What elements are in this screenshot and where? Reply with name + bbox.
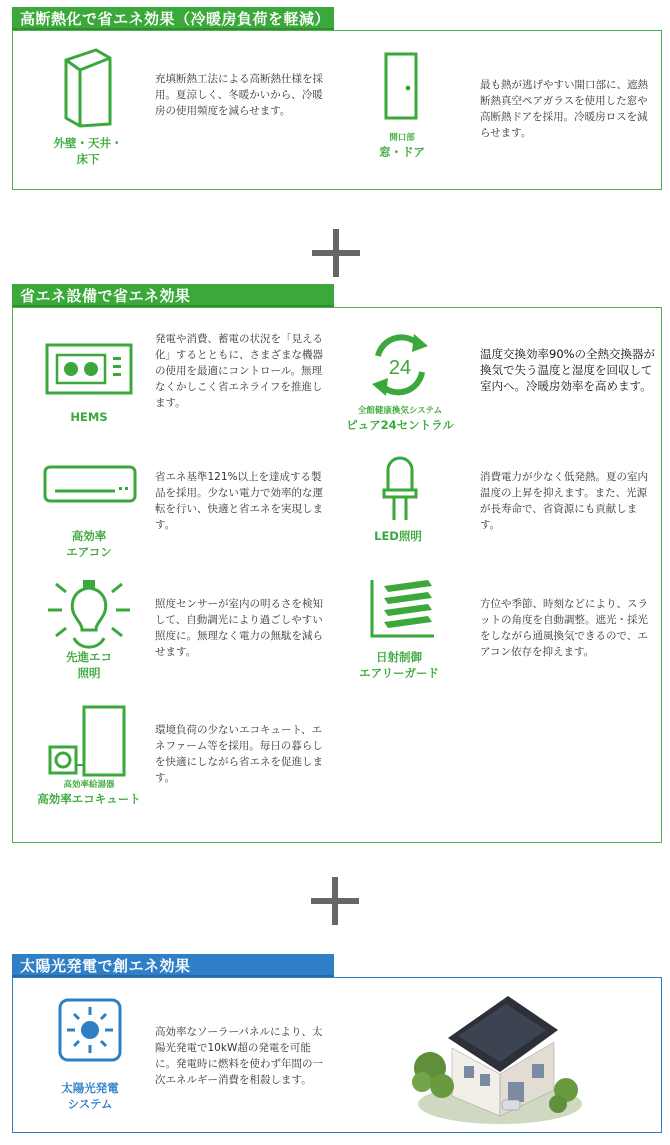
air-conditioner-desc: 省エネ基準121%以上を達成する製品を採用。少ない電力で効率的な運転を行い、快適と省エネを実現します。 xyxy=(155,471,323,531)
svg-text:24: 24 xyxy=(388,357,412,379)
louver-label: 日射制御 エアリーガード xyxy=(359,650,439,680)
hems-icon xyxy=(45,343,133,395)
plus-icon xyxy=(311,877,359,925)
ventilation-label: 全館健康換気システム ピュア24セントラル xyxy=(346,406,454,432)
hems-label: HEMS xyxy=(70,410,108,424)
louver-icon xyxy=(370,578,436,640)
wall-label: 外壁・天井・ 床下 xyxy=(53,136,123,166)
plus-icon xyxy=(312,229,360,277)
water-heater-desc: 環境負荷の少ないエコキュート、エネファーム等を採用。毎日の暮らしを快適にしながら省エネを促進します。 xyxy=(155,724,323,784)
eco-lighting-desc: 照度センサーが室内の明るさを検知して、自動調光により過ごしやすい照度に。無理なく電力の無駄を減らせます。 xyxy=(155,598,323,658)
water-heater-label: 高効率給湯器 高効率エコキュート xyxy=(37,780,141,806)
solar-label: 太陽光発電 システム xyxy=(61,1081,119,1111)
led-desc: 消費電力が少なく低発熱。夏の室内温度の上昇を抑えます。また、光源が長寿命で、省資源にも貢献します。 xyxy=(480,471,648,531)
louver-desc: 方位や季節、時刻などにより、スラットの角度を自動調整。遮光・採光をしながら通風換気できるので、エアコン依存を抑えます。 xyxy=(480,598,648,658)
light-bulb-icon xyxy=(44,578,134,648)
door-label: 開口部 窓・ドア xyxy=(379,133,425,159)
led-label: LED照明 xyxy=(374,529,422,543)
air-conditioner-label: 高効率 エアコン xyxy=(66,529,112,559)
eco-lighting-label: 先進エコ 照明 xyxy=(66,650,112,680)
ventilation-cycle-icon xyxy=(368,330,432,400)
ventilation-desc: 温度交換効率90%の全熱交換器が換気で失う温度と湿度を回収して室内へ。冷暖房効率を高めます。 xyxy=(480,347,656,393)
section3-title: 太陽光発電で創エネ効果 xyxy=(12,954,334,978)
water-heater-icon xyxy=(48,705,128,777)
section1-title: 高断熱化で省エネ効果（冷暖房負荷を軽減） xyxy=(12,7,334,31)
solar-icon xyxy=(58,998,122,1062)
solar-desc: 高効率なソーラーパネルにより、太陽光発電で10kW超の発電を可能に。発電時に燃料を使わず年間の一次エネルギー消費を相殺します。 xyxy=(155,1026,323,1086)
hems-desc: 発電や消費、蓄電の状況を「見える化」するとともに、さまざまな機器の使用を最適にコントロール。無理なくかしこく省エネライフを推進します。 xyxy=(155,333,323,409)
house-illustration xyxy=(408,986,584,1128)
wall-desc: 充填断熱工法による高断熱仕様を採用。夏涼しく、冬暖かいから、冷暖房の使用頻度を減らせます。 xyxy=(155,73,323,117)
air-conditioner-icon xyxy=(43,465,137,503)
section2-title: 省エネ設備で省エネ効果 xyxy=(12,284,334,308)
door-desc: 最も熱が逃げやすい開口部に、遮熱断熱真空ペアガラスを使用した窓や高断熱ドアを採用。冷暖房ロスを減らせます。 xyxy=(480,79,648,139)
led-icon xyxy=(382,456,418,522)
wall-icon xyxy=(64,48,114,128)
door-icon xyxy=(384,52,420,122)
